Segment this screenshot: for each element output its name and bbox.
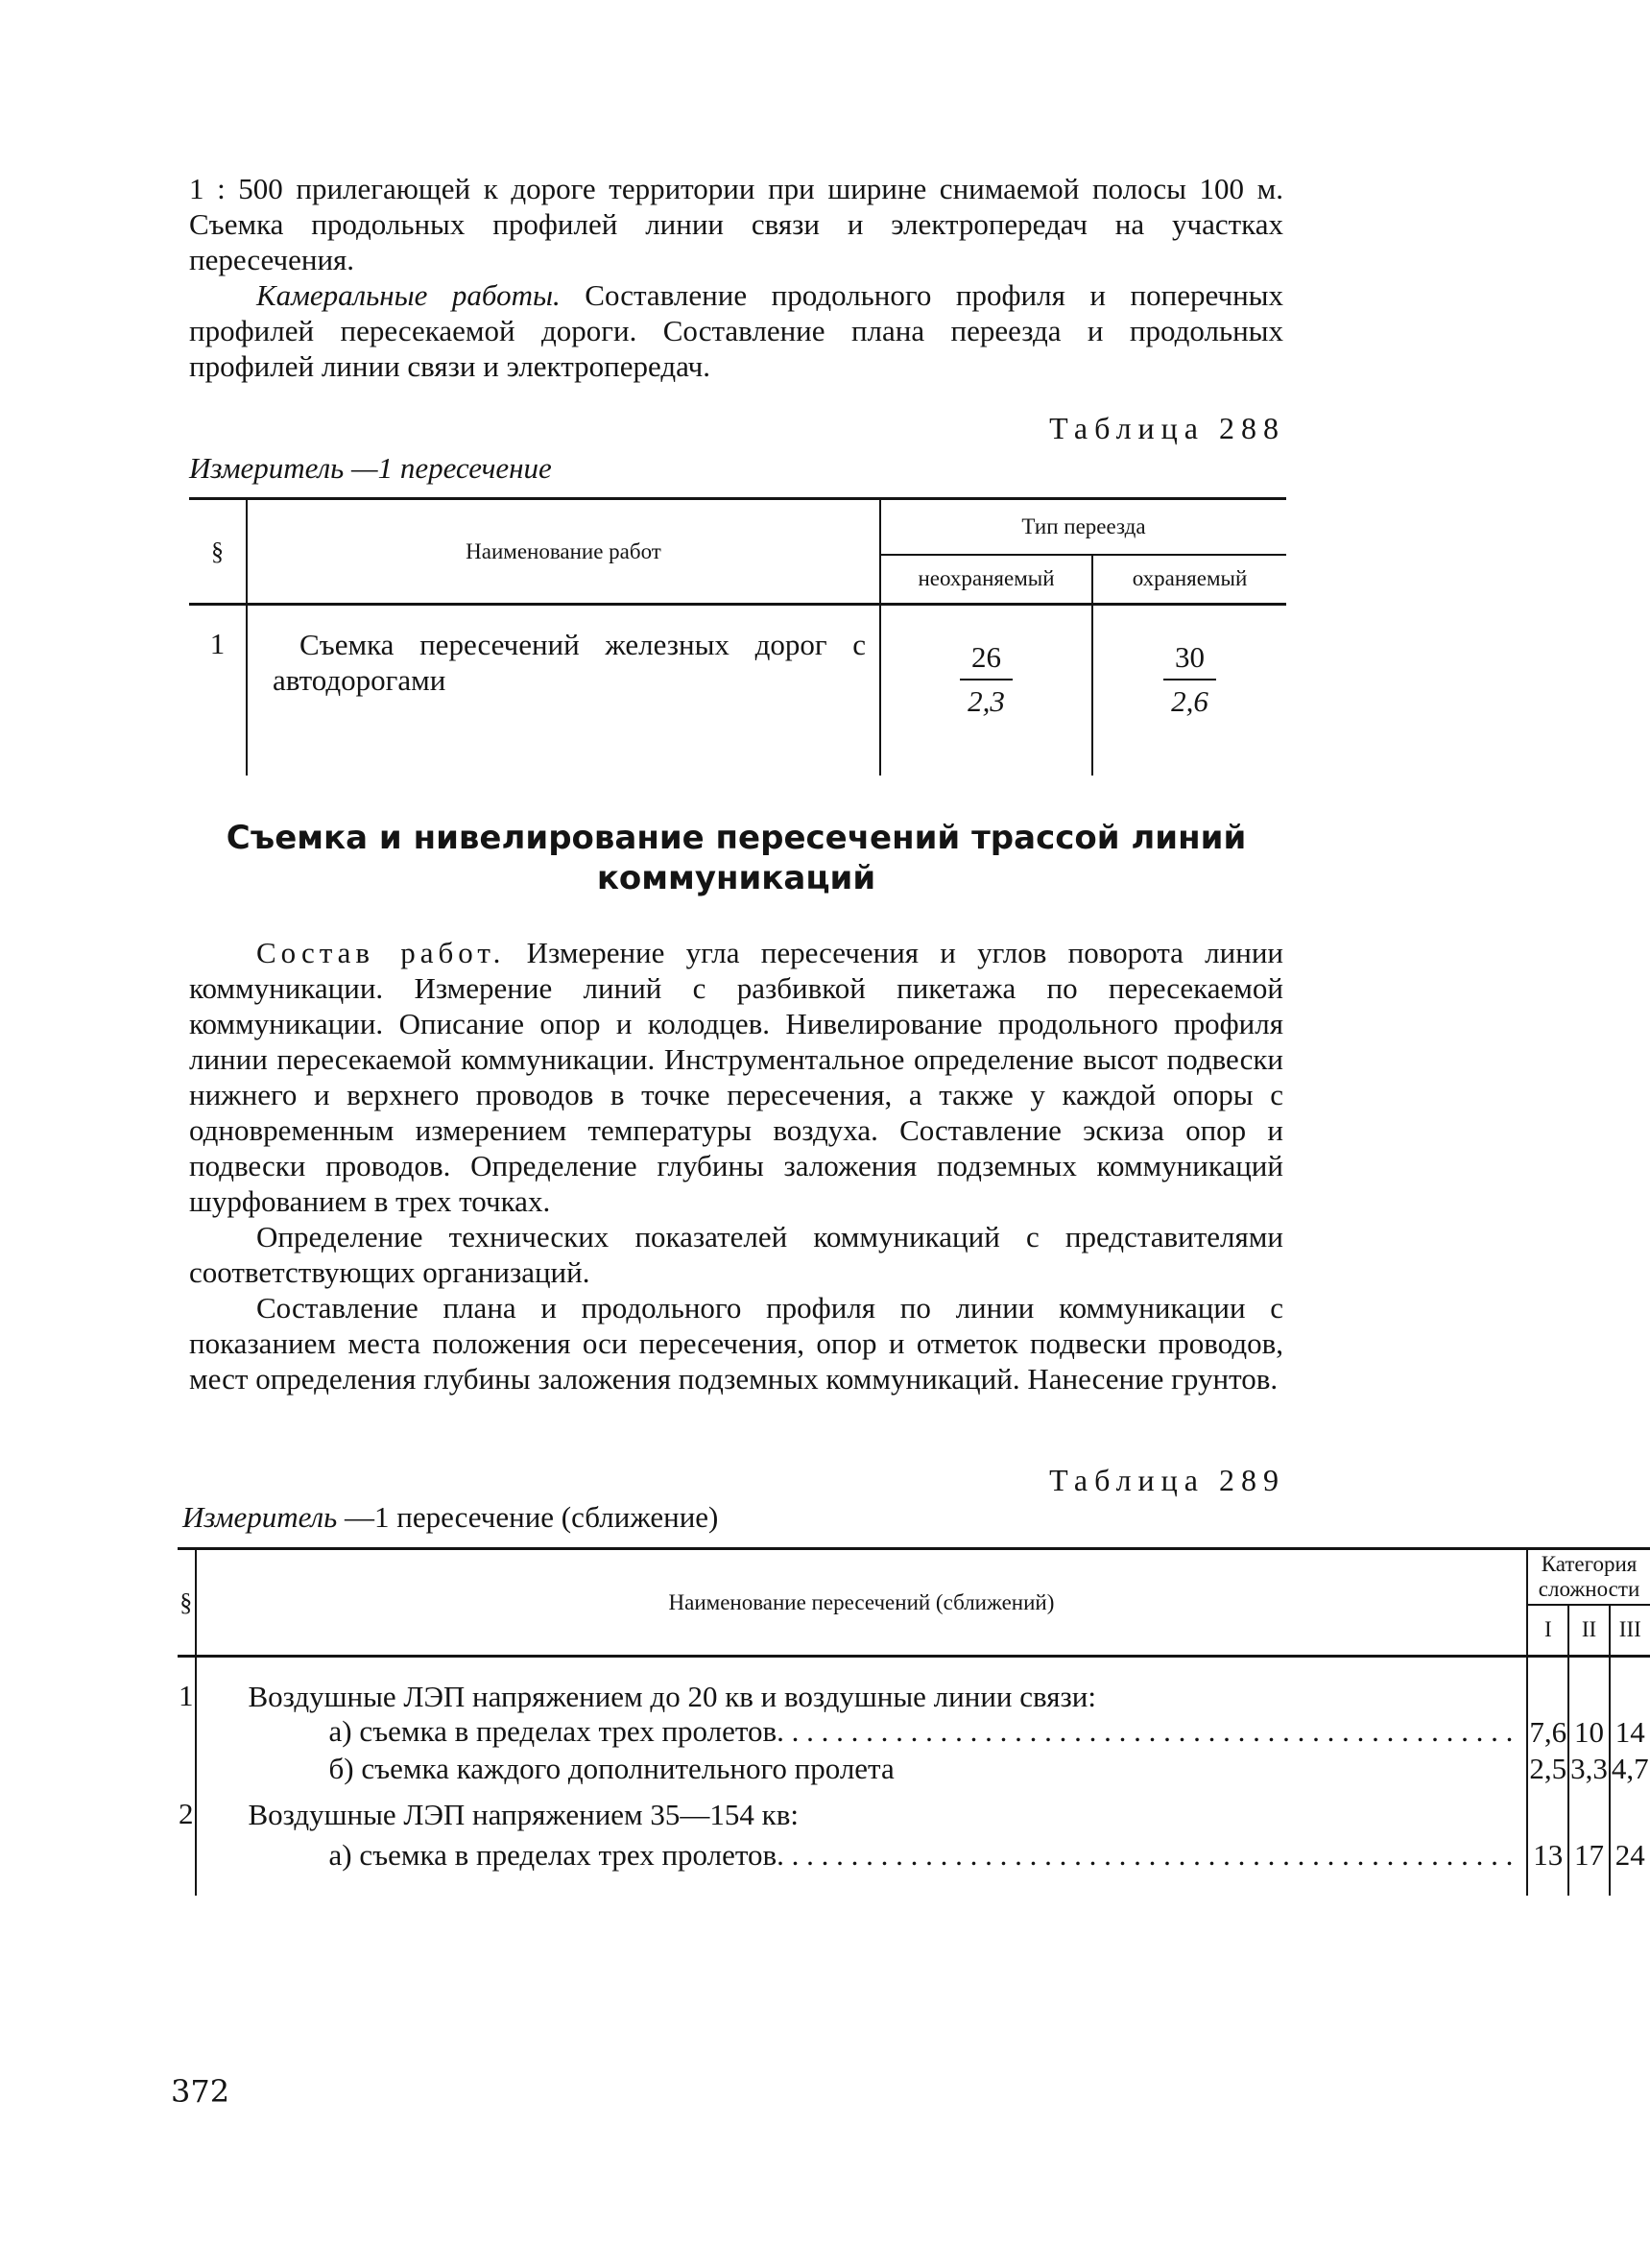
empty-cell <box>178 1832 196 1896</box>
table-289-cat-3: III <box>1618 1617 1641 1642</box>
table-288-row-name-text: Съемка пересечений железных дорог с автодорогами <box>273 628 866 697</box>
table-row <box>189 605 1286 776</box>
table-288-row-num: 1 <box>209 627 226 660</box>
table-289-s1-b-v1: 2,5 <box>1529 1752 1567 1785</box>
empty-cell <box>1610 1787 1650 1832</box>
table-289-s2-a-v1: 13 <box>1527 1832 1568 1896</box>
table-289-col-group: Категория сложности <box>1527 1549 1649 1605</box>
table-288-cell-guarded <box>1092 605 1286 776</box>
empty-cell <box>178 1714 196 1751</box>
table-289-s2-a-v2: 17 <box>1568 1832 1610 1896</box>
composition-paragraph <box>189 935 1283 1219</box>
table-289-s1-num: 1 <box>179 1679 194 1712</box>
table-289-s1-b: б) съемка каждого дополнительного пролета <box>328 1752 895 1785</box>
table-289-s2-num: 2 <box>179 1797 194 1830</box>
table-289-measure-value: —1 пересечение (сближение) <box>337 1500 719 1534</box>
table-289-s1-b-cell <box>196 1751 1528 1787</box>
table-289-caption: Таблица 289 <box>1049 1463 1285 1497</box>
composition-text: Измерение угла пересечения и углов поворота линии коммуникации. Измерение линий с разбивкой пикетажа по пересекаемой коммуникации. Описание опор и колодцев. Нивелирование продольного профиля линии пересекаемой коммуникации. Инструментальное определение высот подвески нижнего и верхнего проводов в точке пересечения, а также у каждой опоры с одновременным измерением температуры воздуха. Составление эскиза опор и подвески проводов. Определение глубины заложения подземных коммуникаций шурфованием в трех точках. <box>189 936 1284 1218</box>
table-288-sub-guarded: охраняемый <box>1132 566 1248 591</box>
intro-block <box>189 171 1283 384</box>
table-289-col-name: Наименование пересечений (сближений) <box>196 1549 1528 1657</box>
composition-label: Состав работ. <box>256 936 506 969</box>
table-row <box>178 1751 1650 1787</box>
table-288-measure: Измеритель —1 пересечение <box>189 451 552 485</box>
table-288-caption: Таблица 288 <box>1049 411 1285 445</box>
table-row <box>178 1714 1650 1751</box>
value-bottom: 2,6 <box>1171 684 1208 718</box>
section-paragraph-2: Определение технических показателей коммуникаций с представителями соответствующих организаций. <box>189 1220 1283 1289</box>
table-289-cat-2: II <box>1568 1605 1610 1657</box>
table-row <box>178 1657 1650 1715</box>
table-288-col-name: Наименование работ <box>247 499 880 605</box>
empty-cell <box>1610 1657 1650 1715</box>
table-289-s1-b-v3: 4,7 <box>1611 1752 1649 1785</box>
value-top: 26 <box>960 640 1013 680</box>
table-289-measure <box>182 1500 718 1535</box>
table-289-s2-a: а) съемка в пределах трех пролетов <box>328 1838 777 1872</box>
office-work-text: Составление продольного профиля и поперечных профилей пересекаемой дороги. Составление плана переезда и продольных профилей линии связи и электропередач. <box>189 278 1283 383</box>
table-288 <box>189 497 1286 776</box>
empty-cell <box>178 1751 196 1787</box>
table-288-col-group: Тип переезда <box>880 499 1286 555</box>
value-bottom: 2,3 <box>968 684 1005 718</box>
table-289-s1-b-v2: 3,3 <box>1570 1752 1608 1785</box>
table-289-cat-1: I <box>1527 1605 1568 1657</box>
table-289-s1-title-cell <box>196 1657 1528 1715</box>
intro-paragraph-2 <box>189 277 1283 384</box>
table-289-s1-a-v3: 14 <box>1614 1715 1645 1749</box>
table-289-s1-a: а) съемка в пределах трех пролетов <box>328 1714 777 1748</box>
table-289-s2-a-v3: 24 <box>1614 1838 1645 1872</box>
office-work-label: Камеральные работы. <box>256 278 561 312</box>
table-288-sub-unguarded: неохраняемый <box>880 555 1092 605</box>
table-289-s1-a-v1: 7,6 <box>1529 1715 1567 1749</box>
section-body <box>189 935 1283 1397</box>
table-288-cell-unguarded <box>880 605 1092 776</box>
table-289-s2-title-cell <box>196 1787 1528 1832</box>
table-288-row-name <box>247 605 880 776</box>
empty-cell <box>1527 1657 1568 1715</box>
intro-paragraph-1: 1 : 500 прилегающей к дороге территории при ширине снимаемой полосы 100 м. Съемка продольных профилей линии связи и электропередач на участках пересечения. <box>189 172 1283 276</box>
table-289-s1-a-v2: 10 <box>1568 1714 1610 1751</box>
table-289-col-num: § <box>179 1588 193 1616</box>
table-row <box>178 1787 1650 1832</box>
table-289-s2-title: Воздушные ЛЭП напряжением 35—154 кв: <box>248 1798 799 1831</box>
table-289-s1-a-cell <box>196 1714 1528 1751</box>
empty-cell <box>1568 1657 1610 1715</box>
table-289-s1-title: Воздушные ЛЭП напряжением до 20 кв и воздушные линии связи: <box>248 1680 1096 1713</box>
section-paragraph-3: Составление плана и продольного профиля по линии коммуникации с показанием места положения оси пересечения, опор и отметок подвески проводов, мест определения глубины заложения подземных коммуникаций. Нанесение грунтов. <box>189 1291 1283 1396</box>
table-row <box>178 1832 1650 1896</box>
page-number: 372 <box>171 2073 230 2110</box>
table-289-measure-label: Измеритель <box>182 1500 338 1534</box>
table-289 <box>178 1547 1650 1896</box>
empty-cell <box>1568 1787 1610 1832</box>
section-heading: Съемка и нивелирование пересечений трассой линий коммуникаций <box>226 819 1247 897</box>
table-288-col-num: § <box>211 537 224 565</box>
table-289-s2-a-cell <box>196 1832 1528 1896</box>
value-top: 30 <box>1163 640 1216 680</box>
empty-cell <box>1527 1787 1568 1832</box>
